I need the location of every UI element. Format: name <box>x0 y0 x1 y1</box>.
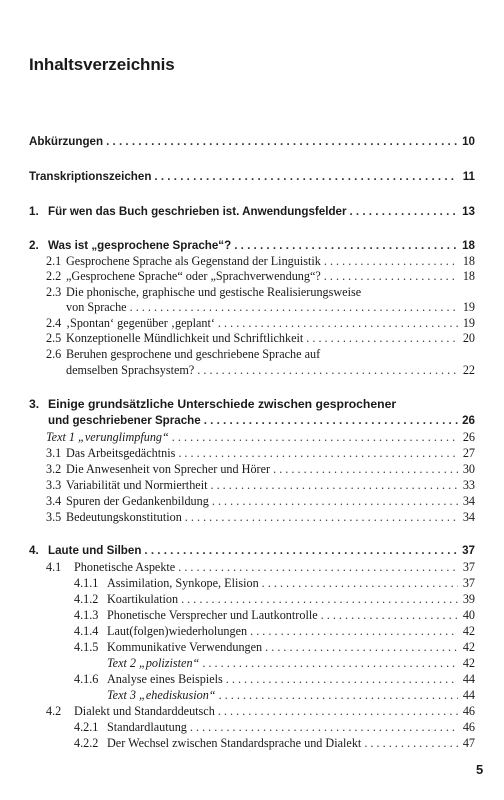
toc-chapter-3-line1[interactable] <box>29 396 396 412</box>
entry-title: Abkürzungen <box>29 135 104 148</box>
entry-page: 11 <box>462 170 475 183</box>
entry-title: Gesprochene Sprache als Gegenstand der Linguistik <box>66 254 321 268</box>
entry-number: 2. <box>29 239 39 252</box>
entry-number: 4.1.4 <box>74 624 99 638</box>
entry-title: Laut(folgen)wiederholungen <box>107 624 248 638</box>
toc-subsection-4-1-5[interactable] <box>74 639 475 655</box>
toc-subsection-4-1-2[interactable] <box>74 591 475 607</box>
toc-subsection-4-1-6[interactable] <box>74 671 475 687</box>
entry-number: 2.2 <box>46 269 62 283</box>
entry-number: 3.1 <box>46 446 62 460</box>
toc-section-2-6[interactable] <box>66 362 475 378</box>
dot-leader <box>262 575 458 591</box>
entry-number: 1. <box>29 205 39 218</box>
entry-page: 44 <box>462 688 475 702</box>
dot-leader <box>144 543 458 559</box>
dot-leader <box>324 268 458 284</box>
toc-chapter-1[interactable] <box>29 204 475 220</box>
entry-title: Für wen das Buch geschrieben ist. Anwendungsfelder <box>48 205 347 218</box>
entry-page: 26 <box>462 414 475 427</box>
entry-number: 4.2.1 <box>74 720 99 734</box>
entry-number: 2.1 <box>46 254 62 268</box>
toc-section-3-1[interactable] <box>46 445 475 461</box>
entry-page: 42 <box>462 624 475 638</box>
dot-leader <box>212 493 458 509</box>
dot-leader <box>197 362 458 378</box>
entry-page: 20 <box>462 331 475 345</box>
entry-page: 22 <box>462 363 475 377</box>
entry-number: 3. <box>29 397 40 411</box>
entry-page: 34 <box>462 510 475 524</box>
entry-title: Bedeutungskonstitution <box>66 510 182 524</box>
entry-number: 2.4 <box>46 316 62 330</box>
entry-number: 4.1.1 <box>74 576 99 590</box>
toc-section-3-2[interactable] <box>46 461 475 477</box>
toc-section-2-5[interactable] <box>46 330 475 346</box>
entry-page: 10 <box>462 135 475 148</box>
toc-section-2-6-line1[interactable] <box>46 346 320 362</box>
dot-leader <box>226 671 458 687</box>
entry-number: 3.4 <box>46 494 62 508</box>
entry-page: 44 <box>462 672 475 686</box>
dot-leader <box>106 134 458 150</box>
entry-page: 18 <box>462 254 475 268</box>
entry-number: 3.3 <box>46 478 62 492</box>
toc-subsection-4-1-4[interactable] <box>74 623 475 639</box>
entry-page: 13 <box>462 205 475 218</box>
toc-section-2-3-line1[interactable] <box>46 284 361 300</box>
entry-title: Text 1 „verunglimpfung“ <box>46 430 169 444</box>
toc-section-2-3[interactable] <box>66 299 475 315</box>
entry-title: Kommunikative Verwendungen <box>107 640 263 654</box>
toc-section-3-4[interactable] <box>46 493 475 509</box>
entry-page: 19 <box>462 316 475 330</box>
dot-leader <box>204 413 458 429</box>
entry-number: 3.5 <box>46 510 62 524</box>
entry-title: Konzeptionelle Mündlichkeit und Schriftlichkeit <box>66 331 304 345</box>
entry-title: Koartikulation <box>107 592 179 606</box>
toc-text-2[interactable] <box>107 655 475 671</box>
toc-chapter-4[interactable] <box>29 543 475 559</box>
dot-leader <box>130 299 458 315</box>
entry-number: 4.1 <box>46 560 62 574</box>
toc-subsection-4-1-1[interactable] <box>74 575 475 591</box>
dot-leader <box>349 204 458 220</box>
dot-leader <box>154 169 458 185</box>
dot-leader <box>202 655 458 671</box>
dot-leader <box>265 639 458 655</box>
entry-title: Analyse eines Beispiels <box>107 672 223 686</box>
dot-leader <box>324 253 458 269</box>
entry-page: 19 <box>462 300 475 314</box>
entry-page: 18 <box>462 269 475 283</box>
entry-title: Was ist „gesprochene Sprache“? <box>48 239 232 252</box>
toc-section-4-2[interactable] <box>46 703 475 719</box>
dot-leader <box>185 509 458 525</box>
entry-number: 3.2 <box>46 462 62 476</box>
entry-title-line1: Einige grundsätzliche Unterschiede zwischen gesprochener <box>48 397 397 411</box>
toc-entry-abkuerzungen[interactable] <box>29 134 475 150</box>
entry-title-line1: Die phonische, graphische und gestische Realisierungsweise <box>66 285 362 299</box>
page-number: 5 <box>476 762 484 777</box>
entry-number: 4.2 <box>46 704 62 718</box>
entry-title: demselben Sprachsystem? <box>66 363 195 377</box>
entry-title: von Sprache <box>66 300 127 314</box>
entry-page: 27 <box>462 446 475 460</box>
entry-number: 4. <box>29 544 39 557</box>
entry-title: Spuren der Gedankenbildung <box>66 494 209 508</box>
entry-page: 37 <box>462 576 475 590</box>
entry-page: 40 <box>462 608 475 622</box>
entry-title: Phonetische Versprecher und Lautkontrolle <box>107 608 318 622</box>
entry-title: Die Anwesenheit von Sprecher und Hörer <box>66 462 271 476</box>
entry-page: 42 <box>462 640 475 654</box>
entry-title: und geschriebener Sprache <box>48 414 201 427</box>
entry-title: „Gesprochene Sprache“ oder „Sprachverwendung“? <box>66 269 321 283</box>
dot-leader <box>210 477 458 493</box>
entry-page: 46 <box>462 720 475 734</box>
entry-number: 4.1.3 <box>74 608 99 622</box>
dot-leader <box>219 687 458 703</box>
toc-chapter-2[interactable] <box>29 238 475 254</box>
toc-subsection-4-1-3[interactable] <box>74 607 475 623</box>
entry-page: 47 <box>462 736 475 750</box>
dot-leader <box>218 315 458 331</box>
entry-number: 4.2.2 <box>74 736 99 750</box>
entry-number: 4.1.2 <box>74 592 99 606</box>
entry-page: 30 <box>462 462 475 476</box>
entry-title: Text 2 „polizisten“ <box>107 656 200 670</box>
entry-page: 26 <box>462 430 475 444</box>
dot-leader <box>178 559 458 575</box>
dot-leader <box>178 445 458 461</box>
dot-leader <box>364 735 458 751</box>
entry-page: 46 <box>462 704 475 718</box>
entry-page: 34 <box>462 494 475 508</box>
entry-page: 18 <box>462 239 475 252</box>
dot-leader <box>218 703 458 719</box>
toc-subsection-4-2-2[interactable] <box>74 735 475 751</box>
toc-section-4-1[interactable] <box>46 559 475 575</box>
entry-number: 2.6 <box>46 347 62 361</box>
toc-chapter-3[interactable] <box>48 413 475 429</box>
toc-section-2-4[interactable] <box>46 315 475 331</box>
entry-number: 2.5 <box>46 331 62 345</box>
dot-leader <box>306 330 458 346</box>
dot-leader <box>181 591 458 607</box>
entry-title: Variabilität und Normiertheit <box>66 478 208 492</box>
entry-title: Das Arbeitsgedächtnis <box>66 446 176 460</box>
entry-title: Standardlautung <box>107 720 187 734</box>
dot-leader <box>234 238 458 254</box>
entry-title: Phonetische Aspekte <box>74 560 176 574</box>
entry-title: Text 3 „ehediskusion“ <box>107 688 216 702</box>
dot-leader <box>190 719 458 735</box>
entry-title: Dialekt und Standarddeutsch <box>74 704 215 718</box>
entry-number: 4.1.6 <box>74 672 99 686</box>
entry-page: 33 <box>462 478 475 492</box>
dot-leader <box>172 429 458 445</box>
entry-title: Transkriptionszeichen <box>29 170 152 183</box>
toc-subsection-4-2-1[interactable] <box>74 719 475 735</box>
dot-leader <box>273 461 458 477</box>
entry-title: Assimilation, Synkope, Elision <box>107 576 259 590</box>
entry-page: 42 <box>462 656 475 670</box>
dot-leader <box>250 623 458 639</box>
toc-section-2-1[interactable] <box>46 253 475 269</box>
entry-number: 2.3 <box>46 285 62 299</box>
entry-page: 39 <box>462 592 475 606</box>
toc-text-1[interactable] <box>46 429 475 445</box>
entry-title: ‚Spontan‘ gegenüber ‚geplant‘ <box>66 316 215 330</box>
entry-title: Der Wechsel zwischen Standardsprache und Dialekt <box>107 736 362 750</box>
toc-section-2-2[interactable] <box>46 268 475 284</box>
page-title: Inhaltsverzeichnis <box>29 55 175 74</box>
toc-text-3[interactable] <box>107 687 475 703</box>
dot-leader <box>321 607 458 623</box>
entry-number: 4.1.5 <box>74 640 99 654</box>
entry-page: 37 <box>462 544 475 557</box>
entry-title: Laute und Silben <box>48 544 142 557</box>
entry-title-line1: Beruhen gesprochene und geschriebene Sprache auf <box>66 347 321 361</box>
toc-entry-transkription[interactable] <box>29 169 475 185</box>
toc-section-3-3[interactable] <box>46 477 475 493</box>
toc-section-3-5[interactable] <box>46 509 475 525</box>
entry-page: 37 <box>462 560 475 574</box>
